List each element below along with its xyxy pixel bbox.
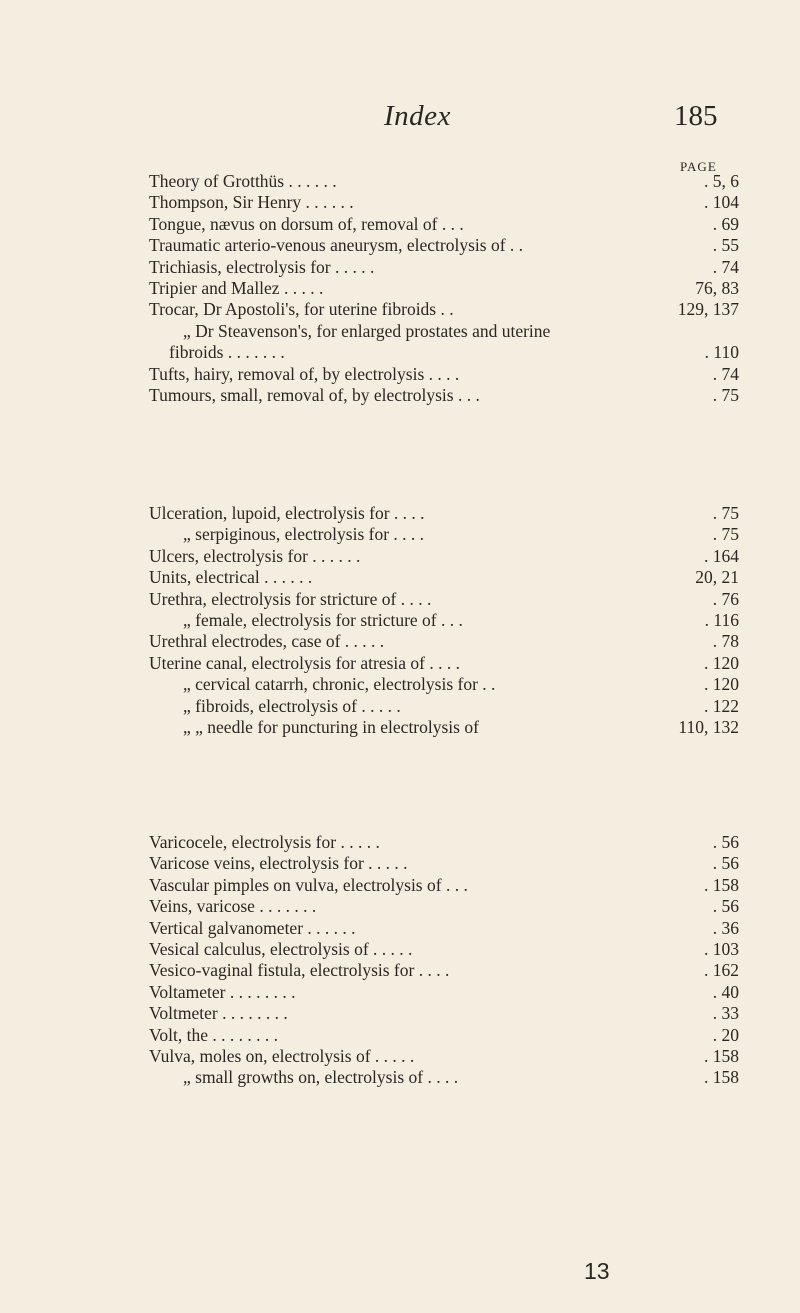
index-entry	[149, 960, 739, 981]
index-entry-pages: . 55	[712, 235, 739, 256]
page-number: 185	[674, 100, 718, 132]
index-entry	[149, 589, 739, 610]
index-entry-term: „ female, electrolysis for stricture of . . .	[183, 609, 463, 630]
index-entry-pages: . 158	[704, 1067, 739, 1088]
index-entry-pages: . 74	[712, 256, 739, 277]
index-entry-term: Voltmeter . . . . . . . .	[149, 1003, 288, 1024]
index-entry-pages: . 110	[704, 342, 739, 363]
index-entry-term: Tufts, hairy, removal of, by electrolysis . . . .	[149, 363, 460, 384]
index-entry	[149, 257, 739, 278]
index-entry-term: Veins, varicose . . . . . . .	[149, 896, 317, 917]
page-column-label: PAGE	[680, 159, 717, 174]
index-entry-term: „ serpiginous, electrolysis for . . . .	[183, 524, 425, 545]
index-entry	[149, 321, 739, 342]
index-entry-pages: . 162	[704, 960, 739, 981]
index-entry-pages: 20, 21	[695, 567, 739, 588]
index-entry	[149, 364, 739, 385]
index-entry-term: Vesical calculus, electrolysis of . . . . .	[149, 938, 413, 959]
index-entry	[149, 503, 739, 524]
index-entry-pages: . 56	[712, 853, 739, 874]
index-entry-pages: . 164	[704, 545, 739, 566]
index-entry	[149, 546, 739, 567]
index-entry-pages: . 120	[704, 674, 739, 695]
index-entry-term: Traumatic arterio-venous aneurysm, electrolysis of . .	[149, 235, 524, 256]
index-entry-pages: . 75	[712, 503, 739, 523]
index-entry-term: Voltameter . . . . . . . .	[149, 981, 296, 1002]
index-entry-pages: 110, 132	[678, 716, 739, 737]
index-entry	[149, 717, 739, 738]
index-entry-term: Vascular pimples on vulva, electrolysis of . . .	[149, 874, 468, 895]
index-entry-term: Varicose veins, electrolysis for . . . . .	[149, 853, 408, 874]
index-entry-pages: 76, 83	[695, 277, 739, 298]
index-entry-term: Tripier and Mallez . . . . .	[149, 277, 324, 298]
index-entry-term: „ cervical catarrh, chronic, electrolysis for . .	[183, 674, 496, 695]
index-entry-term: Urethra, electrolysis for stricture of . . . .	[149, 588, 432, 609]
index-entry-term: „ „ needle for puncturing in electrolysis of	[183, 716, 479, 737]
signature-mark: 13	[584, 1258, 610, 1284]
index-entry-term: Ulcers, electrolysis for . . . . . .	[149, 545, 361, 566]
index-entry-term: Tongue, nævus on dorsum of, removal of . . .	[149, 213, 464, 234]
index-entry-pages: . 120	[704, 652, 739, 673]
index-entry	[149, 1025, 739, 1046]
index-entry-term: „ small growths on, electrolysis of . . . .	[183, 1067, 459, 1088]
index-entry	[149, 214, 739, 235]
index-entry-pages: . 40	[712, 981, 739, 1002]
index-entry	[149, 567, 739, 588]
index-entry-pages: . 158	[704, 874, 739, 895]
index-entry	[149, 653, 739, 674]
index-entry	[149, 385, 739, 406]
index-entry	[149, 918, 739, 939]
index-entry-term: Vertical galvanometer . . . . . .	[149, 917, 356, 938]
index-entry-pages: . 69	[712, 213, 739, 234]
index-entry	[149, 853, 739, 874]
index-entry-term: „ fibroids, electrolysis of . . . . .	[183, 695, 401, 716]
index-entry-term: Ulceration, lupoid, electrolysis for . . . .	[149, 503, 425, 523]
index-entry-pages: . 78	[712, 631, 739, 652]
index-entry-term: Theory of Grotthüs . . . . . .	[149, 171, 337, 191]
index-entry-pages: . 33	[712, 1003, 739, 1024]
index-entry	[149, 696, 739, 717]
index-entry-term: Units, electrical . . . . . .	[149, 567, 313, 588]
index-entry-pages: . 104	[704, 192, 739, 213]
index-entry-pages: . 158	[704, 1045, 739, 1066]
index-section-v	[149, 832, 739, 1089]
index-entry-term: Trichiasis, electrolysis for . . . . .	[149, 256, 375, 277]
index-entry-term: Varicocele, electrolysis for . . . . .	[149, 832, 380, 852]
index-entry	[149, 674, 739, 695]
index-entry	[149, 299, 739, 320]
index-entry-term: Urethral electrodes, case of . . . . .	[149, 631, 385, 652]
index-entry	[149, 1046, 739, 1067]
index-entry	[149, 982, 739, 1003]
index-entry-pages: . 36	[712, 917, 739, 938]
index-entry-pages: . 75	[712, 384, 739, 405]
page-title: Index	[384, 100, 451, 132]
index-entry-pages: . 75	[712, 524, 739, 545]
index-entry-term: Tumours, small, removal of, by electrolysis . . .	[149, 384, 480, 405]
index-entry-pages: 129, 137	[677, 299, 739, 320]
index-entry	[149, 278, 739, 299]
index-entry-pages: . 20	[712, 1024, 739, 1045]
index-entry-term: Vulva, moles on, electrolysis of . . . . .	[149, 1045, 415, 1066]
index-entry-pages: . 103	[704, 938, 739, 959]
index-entry-pages: . 74	[712, 363, 739, 384]
index-entry-pages: . 5, 6	[704, 171, 739, 191]
index-entry-pages: . 122	[704, 695, 739, 716]
index-entry	[149, 171, 739, 192]
index-entry	[149, 832, 739, 853]
index-entry-term: Trocar, Dr Apostoli's, for uterine fibroids . .	[149, 299, 454, 320]
index-entry	[149, 1003, 739, 1024]
index-entry-term: Volt, the . . . . . . . .	[149, 1024, 278, 1045]
index-entry	[149, 875, 739, 896]
index-entry	[149, 192, 739, 213]
index-entry	[149, 235, 739, 256]
index-entry	[149, 342, 739, 363]
index-entry	[149, 896, 739, 917]
index-entry-pages: . 56	[712, 896, 739, 917]
index-entry	[149, 631, 739, 652]
index-entry-term: Thompson, Sir Henry . . . . . .	[149, 192, 354, 213]
index-entry-term: fibroids . . . . . . .	[169, 342, 285, 363]
index-entry-term: Vesico-vaginal fistula, electrolysis for . . . .	[149, 960, 450, 981]
index-entry	[149, 939, 739, 960]
index-entry-pages: . 56	[712, 832, 739, 852]
index-entry-term: Uterine canal, electrolysis for atresia of . . . .	[149, 652, 460, 673]
index-section-u	[149, 503, 739, 738]
index-entry-pages: . 116	[704, 609, 739, 630]
index-entry	[149, 1067, 739, 1088]
index-entry	[149, 524, 739, 545]
index-section-t	[149, 171, 739, 406]
index-entry	[149, 610, 739, 631]
index-entry-term: „ Dr Steavenson's, for enlarged prostates and uterine	[183, 320, 551, 341]
index-entry-pages: . 76	[712, 588, 739, 609]
